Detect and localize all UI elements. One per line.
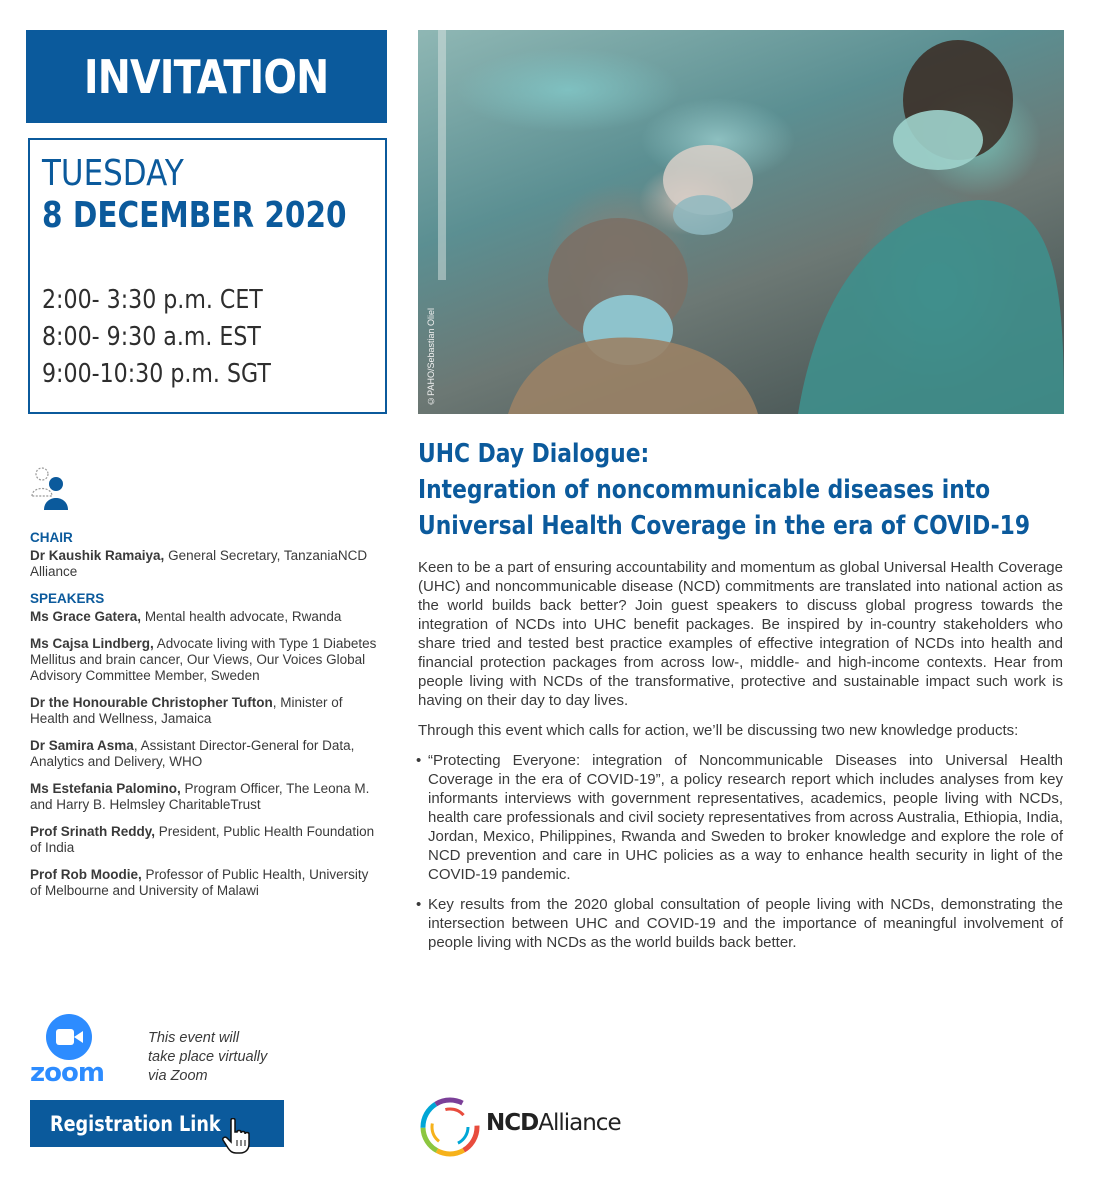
hand-pointer-icon [222,1118,252,1154]
description-paragraph: Keen to be a part of ensuring accountability and momentum as global Universal Health Coverage (UHC) and noncommunicable disease (NCD) commitments are translated into national action as the world builds back better? Join guest speakers to discuss global progress towards the integration of NCDs into UHC benefit packages. Be inspired by in-country stakeholders who share tried and tested best practice examples of effective integration of NCDs into health and financial protection packages from across low-, middle- and high-income contexts. Hear from people living with NCDs of the transformative, protective and sustainable impact such work is having on their day to day lives. [418,559,1063,709]
invitation-title: INVITATION [84,49,329,104]
title-line-3: Universal Health Coverage in the era of COVID-19 [418,511,1031,541]
description-paragraph: Through this event which calls for action, we’ll be discussing two new knowledge products: [418,722,1019,739]
date-box [28,138,387,414]
event-date: 8 DECEMBER 2020 [42,195,347,236]
list-item: • “Protecting Everyone: integration of Noncommunicable Diseases into Universal Health Coverage in the era of COVID-19”, a policy research report which includes analyses from key informants interviews with government representatives, academics, people living with NCDs, health care professionals and civil society representatives from across Australia, Ethiopia, India, Jordan, Mexico, Philippines, Rwanda and Sweden to broker knowledge and explore the role of NCD prevention and care in UHC policies as a way to enhance health security in light of the COVID-19 pandemic. [418,751,1063,884]
photo-credit: ©PAHO/Sebastian Oliel [426,308,436,406]
event-title [418,436,1078,544]
zoom-note: This event will take place virtually via Zoom [148,1030,268,1084]
zoom-logo [30,1014,112,1086]
speakers-panel [30,530,380,910]
ncd-alliance-wordmark: NCDAlliance [486,1110,621,1136]
speaker-entry: Ms Cajsa Lindberg, Advocate living with Type 1 Diabetes Mellitus and brain cancer, Our Views, Our Voices Global Advisory Committee Member, Sweden [30,636,377,683]
speaker-entry: Ms Grace Gatera, Mental health advocate, Rwanda [30,609,342,624]
speaker-entry: Prof Srinath Reddy, President, Public Health Foundation of India [30,824,375,855]
knowledge-products-list [418,751,1063,952]
speakers-heading: SPEAKERS [30,591,105,606]
time-cet: 2:00- 3:30 p.m. CET [42,285,263,315]
speaker-entry: Prof Rob Moodie, Professor of Public Health, University of Melbourne and University of Malawi [30,867,369,898]
photo-illustration [418,30,1064,414]
time-est: 8:00- 9:30 a.m. EST [42,322,261,352]
chair-heading: CHAIR [30,530,73,545]
chair-entry: Dr Kaushik Ramaiya, General Secretary, TanzaniaNCD Alliance [30,548,368,579]
zoom-camera-icon [46,1014,92,1060]
invitation-banner [26,30,387,123]
event-description [418,558,1063,963]
title-line-1: UHC Day Dialogue: [418,439,650,469]
list-item: • Key results from the 2020 global consultation of people living with NCDs, demonstrating the intersection between UHC and COVID-19 and the importance of meaningful involvement of people living with NCDs as the world builds back better. [418,895,1063,952]
zoom-wordmark: zoom [30,1058,104,1088]
event-day: TUESDAY [42,153,184,194]
speaker-entry: Ms Estefania Palomino, Program Officer, The Leona M. and Harry B. Helmsley CharitableTrust [30,781,370,812]
registration-link-label: Registration Link [50,1111,221,1136]
event-photo [418,30,1064,414]
speaker-entry: Dr Samira Asma, Assistant Director-General for Data, Analytics and Delivery, WHO [30,738,355,769]
title-line-2: Integration of noncommunicable diseases into [418,475,991,505]
people-icon [30,466,72,510]
speaker-entry: Dr the Honourable Christopher Tufton, Minister of Health and Wellness, Jamaica [30,695,343,726]
time-sgt: 9:00-10:30 p.m. SGT [42,359,271,389]
event-times [42,282,373,393]
